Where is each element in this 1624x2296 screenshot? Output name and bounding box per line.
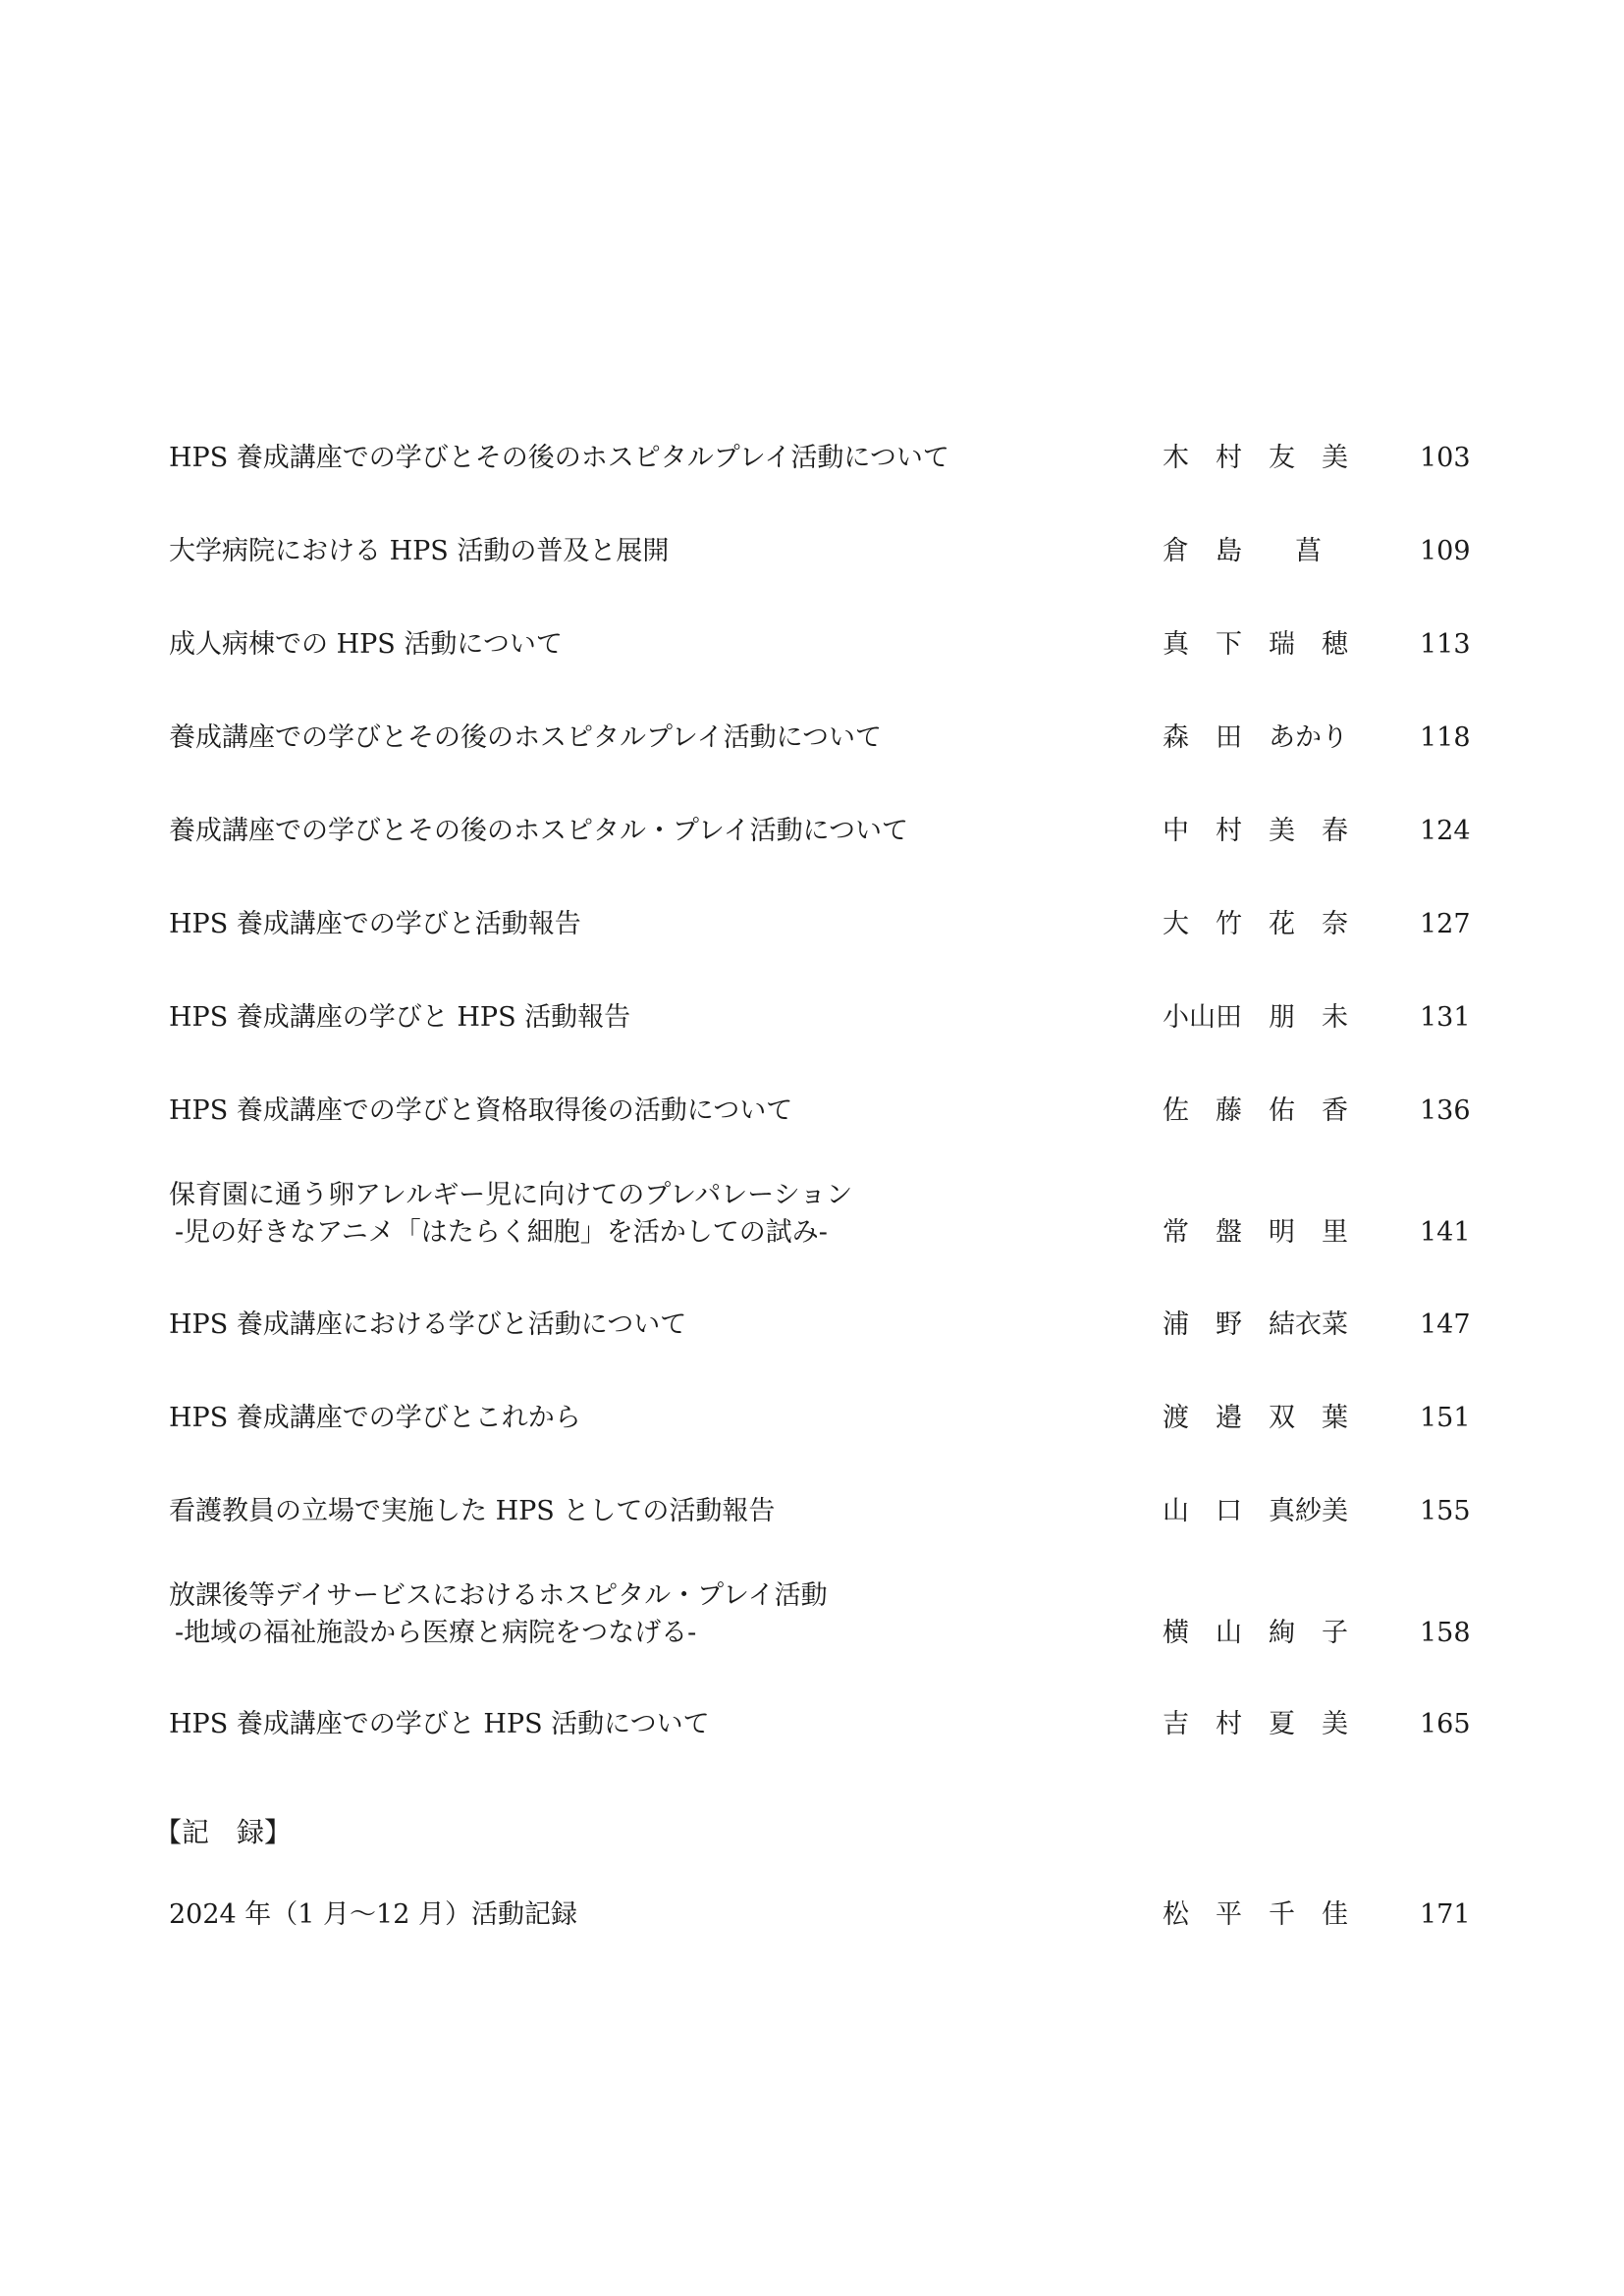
toc-entry-title: HPS 養成講座における学びと活動について	[169, 1309, 687, 1340]
toc-entry-title: 大学病院における HPS 活動の普及と展開	[169, 536, 670, 566]
toc-entry-author: 大 竹 花 奈	[1163, 909, 1348, 939]
toc-entry-page: 165	[1420, 1709, 1471, 1739]
toc-entry-title-block	[169, 1577, 1151, 1652]
toc-entry-author: 佐 藤 佑 香	[1163, 1095, 1348, 1126]
toc-entry-title: HPS 養成講座での学びと活動報告	[169, 909, 581, 939]
toc-entry-page: 158	[1420, 1618, 1471, 1648]
toc-entry-subtitle: ‐地域の福祉施設から医療と病院をつなげる‐	[175, 1618, 697, 1648]
toc-entry-title: 成人病棟での HPS 活動について	[169, 629, 563, 660]
toc-entry-author: 吉 村 夏 美	[1163, 1709, 1348, 1739]
toc-entry-author: 小山田 朋 未	[1163, 1002, 1348, 1033]
toc-entry-title: 2024 年（1 月～12 月）活動記録	[169, 1899, 577, 1930]
toc-entry-page: 151	[1420, 1403, 1471, 1433]
toc-entry-title: HPS 養成講座での学びと資格取得後の活動について	[169, 1095, 793, 1126]
toc-entry-page: 131	[1420, 1002, 1471, 1033]
section-heading-records: 【記 録】	[154, 1816, 293, 1848]
toc-entry-page: 124	[1420, 816, 1471, 846]
toc-entry-title: 保育園に通う卵アレルギー児に向けてのプレパレーション	[169, 1180, 853, 1210]
toc-entry-page: 136	[1420, 1095, 1471, 1126]
toc-entry-page: 155	[1420, 1496, 1471, 1526]
toc-entry-subtitle: ‐児の好きなアニメ「はたらく細胞」を活かしての試み‐	[175, 1217, 828, 1248]
toc-entry-author: 森 田 あかり	[1163, 722, 1348, 753]
toc-entry-author: 松 平 千 佳	[1163, 1899, 1348, 1930]
toc-entry-page: 171	[1420, 1899, 1471, 1930]
toc-entry-author: 山 口 真紗美	[1163, 1496, 1348, 1526]
toc-entry-author: 木 村 友 美	[1163, 443, 1348, 473]
toc-entry-title: HPS 養成講座での学びとこれから	[169, 1403, 581, 1433]
toc-entry-author: 渡 邉 双 葉	[1163, 1403, 1348, 1433]
toc-entry-page: 147	[1420, 1309, 1471, 1340]
toc-entry-author: 倉 島 菖	[1163, 536, 1322, 566]
toc-entry-page: 113	[1420, 629, 1471, 660]
toc-entry-author: 横 山 絢 子	[1163, 1618, 1348, 1648]
toc-entry-title: HPS 養成講座での学びと HPS 活動について	[169, 1709, 710, 1739]
toc-entry-page: 141	[1420, 1217, 1471, 1248]
toc-entry-title: 養成講座での学びとその後のホスピタルプレイ活動について	[169, 722, 883, 753]
toc-entry-title: HPS 養成講座の学びと HPS 活動報告	[169, 1002, 631, 1033]
toc-entry-author: 中 村 美 春	[1163, 816, 1348, 846]
toc-entry-title: 看護教員の立場で実施した HPS としての活動報告	[169, 1496, 776, 1526]
toc-entry-title-block	[169, 1177, 1151, 1252]
toc-entry-page: 109	[1420, 536, 1471, 566]
toc-entry-author: 真 下 瑞 穂	[1163, 629, 1348, 660]
toc-entry-page: 118	[1420, 722, 1471, 753]
toc-entry-page: 127	[1420, 909, 1471, 939]
toc-entry-title: 養成講座での学びとその後のホスピタル・プレイ活動について	[169, 816, 909, 846]
toc-entry-author: 浦 野 結衣菜	[1163, 1309, 1348, 1340]
toc-entry-title: HPS 養成講座での学びとその後のホスピタルプレイ活動について	[169, 443, 949, 473]
toc-entry-author: 常 盤 明 里	[1163, 1217, 1348, 1248]
toc-entry-page: 103	[1420, 443, 1471, 473]
toc-entry-title: 放課後等デイサービスにおけるホスピタル・プレイ活動	[169, 1580, 828, 1611]
